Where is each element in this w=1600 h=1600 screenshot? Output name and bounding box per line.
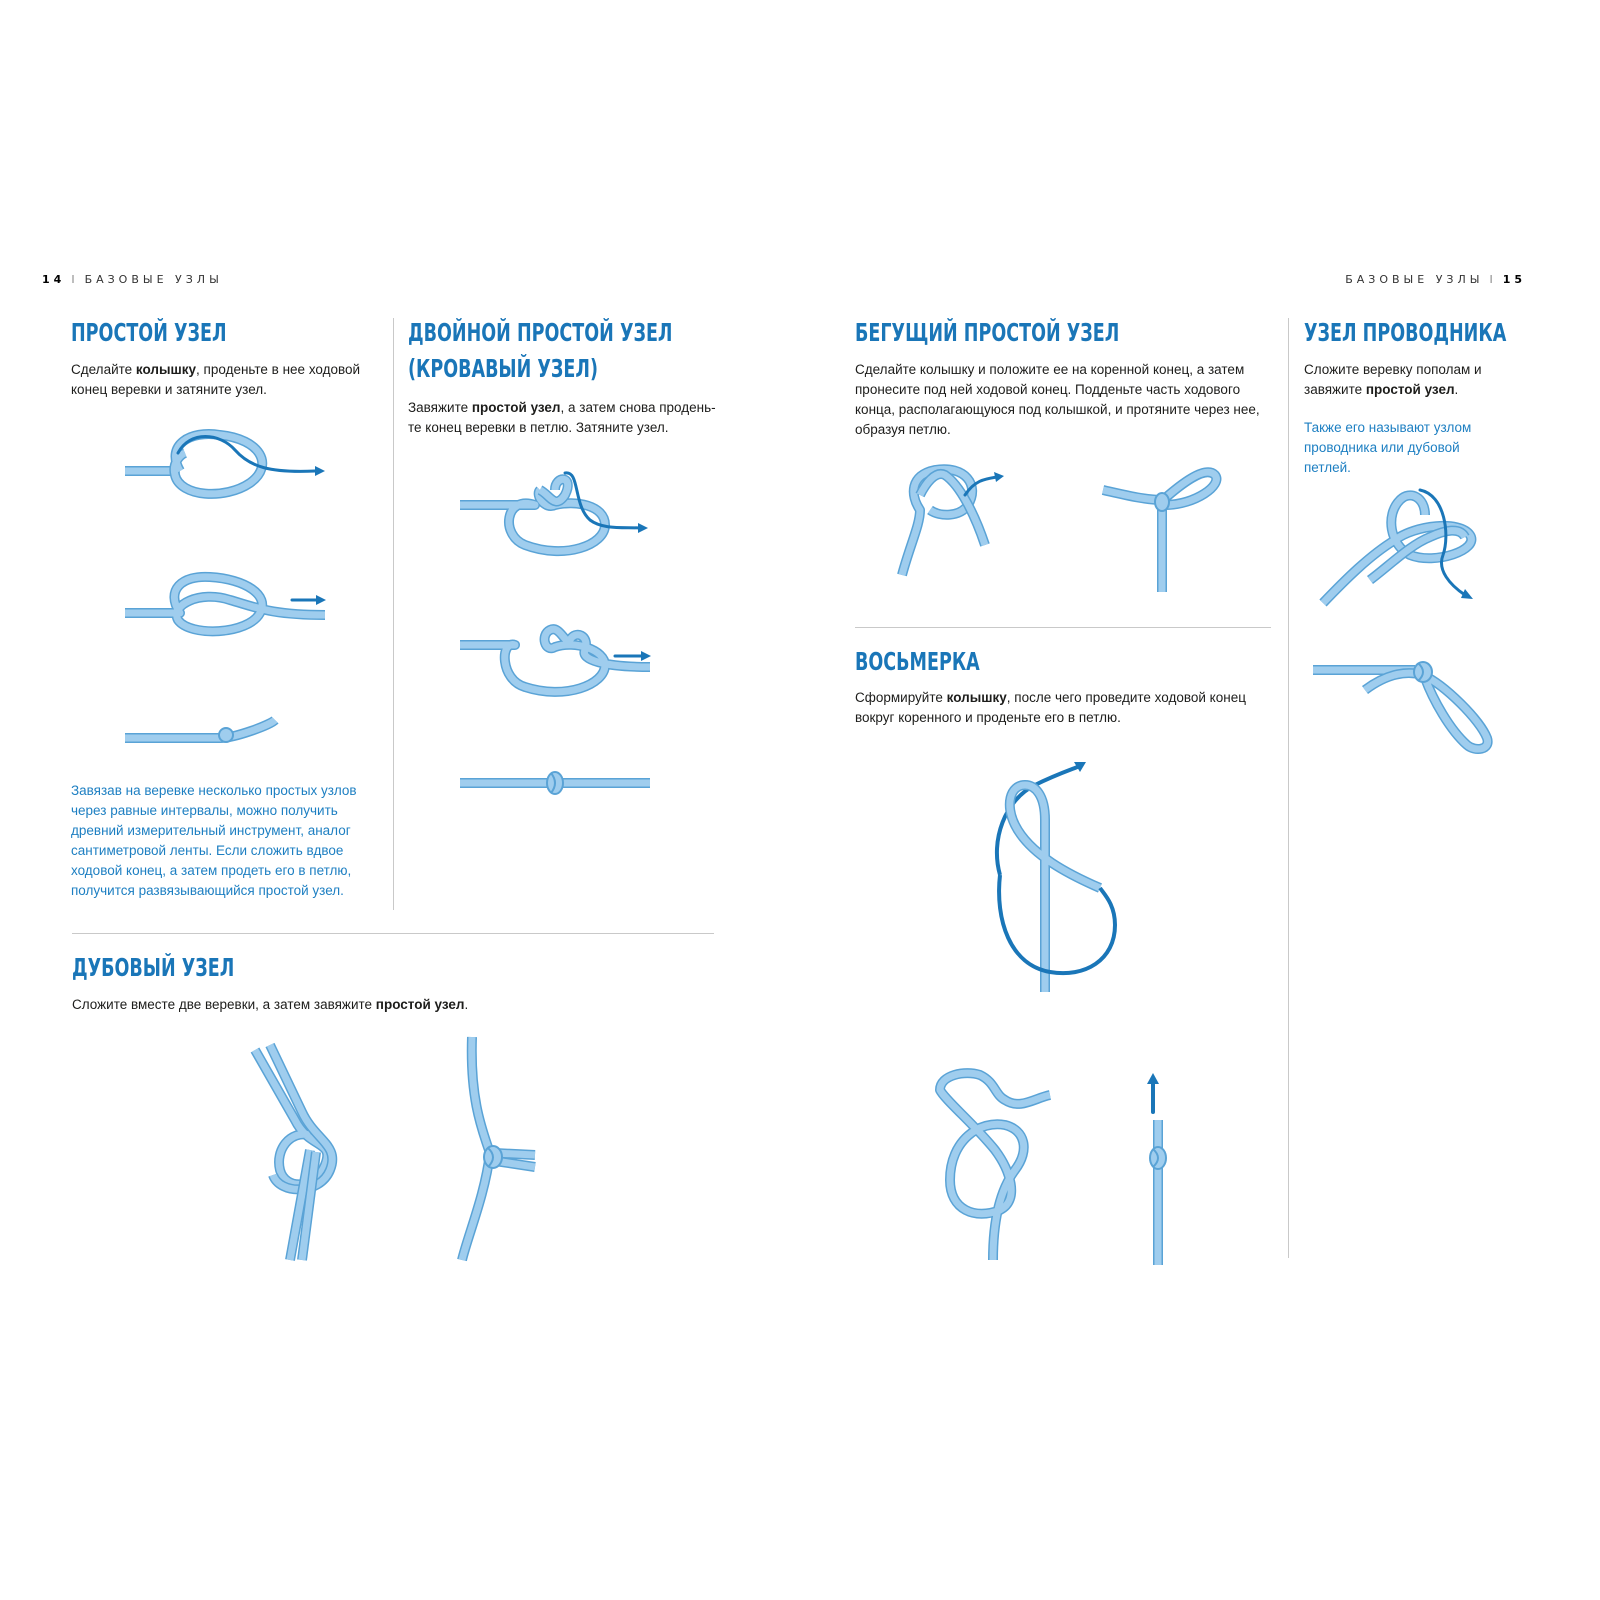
figure-eight-bold: колышку [946, 690, 1007, 705]
running-head-right: БАЗОВЫЕ УЗЛЫ I 15 [1345, 273, 1526, 286]
oak-step-1-illustration [240, 1040, 350, 1265]
running-title-left: БАЗОВЫЕ УЗЛЫ [84, 273, 223, 286]
double-overhand-step-2-illustration [455, 615, 665, 705]
double-overhand-step-3-illustration [455, 765, 665, 805]
overhand-text: Сделайте колышку, проденьте в нее ходовой конец веревки и затяните узел. [71, 362, 361, 397]
overhand-step-1-illustration [120, 425, 335, 510]
oak-text: Сложите вместе две веревки, а затем завяжите простой узел. [72, 997, 469, 1012]
overhand-bold: колышку [135, 362, 197, 377]
slip-text: Сделайте колышку и положите ее на коренной конец, а затем пронесите под ней ходовой конец. Подденьте часть ходового конца, располагающуюся под колышкой, и протяните через нее, образуя петлю. [855, 362, 1260, 437]
figure-eight-text: Сформируйте колышку, после чего проведите ходовой конец вокруг коренного и проденьте его в петлю. [855, 690, 1246, 725]
slip-title: БЕГУЩИЙ ПРОСТОЙ УЗЕЛ [855, 318, 1120, 347]
figure-eight-step-2-illustration [925, 1070, 1060, 1265]
section-divider-right [855, 627, 1271, 628]
page-number-right: 15 [1502, 273, 1526, 286]
guide-step-2-illustration [1305, 650, 1495, 760]
guide-step-1-illustration [1315, 485, 1490, 610]
overhand-step-3-illustration [120, 710, 280, 755]
running-title-right: БАЗОВЫЕ УЗЛЫ [1345, 273, 1484, 286]
figure-eight-step-3-illustration [1140, 1070, 1180, 1265]
running-head-left: 14 I БАЗОВЫЕ УЗЛЫ [42, 273, 223, 286]
oak-step-2-illustration [450, 1035, 550, 1265]
column-divider-right [1288, 318, 1289, 1258]
guide-title: УЗЕЛ ПРОВОДНИКА [1304, 318, 1507, 347]
guide-text: Сложите веревку пополам и завяжите простой узел. [1304, 362, 1482, 397]
oak-title: ДУБОВЫЙ УЗЕЛ [72, 953, 235, 982]
guide-bold: простой узел [1365, 382, 1455, 397]
double-overhand-bold: простой узел [471, 400, 561, 415]
section-divider-left [72, 933, 714, 934]
guide-note: Также его называют узлом проводника или дубовой петлей. [1304, 420, 1472, 475]
double-overhand-title-line-2: (КРОВАВЫЙ УЗЕЛ) [408, 354, 598, 383]
double-overhand-step-1-illustration [455, 465, 665, 565]
slip-step-2-illustration [1095, 460, 1230, 595]
figure-eight-title: ВОСЬМЕРКА [855, 647, 980, 676]
double-overhand-title-line-1: ДВОЙНОЙ ПРОСТОЙ УЗЕЛ [408, 318, 673, 347]
slip-step-1-illustration [890, 455, 1020, 580]
page-number-left: 14 [42, 273, 66, 286]
overhand-title: ПРОСТОЙ УЗЕЛ [71, 318, 227, 347]
figure-eight-step-1-illustration [990, 760, 1130, 995]
column-divider-left [393, 318, 394, 910]
oak-bold: простой узел [375, 997, 465, 1012]
overhand-step-2-illustration [120, 565, 335, 650]
double-overhand-text: Завяжите простой узел, а затем снова продень-те конец веревки в петлю. Затяните узел. [408, 400, 716, 435]
overhand-note: Завязав на веревке несколько простых узлов через равные интервалы, можно получить древний измерительный инструмент, аналог сантиметровой ленты. Если сложить вдвое ходовой конец, а затем продеть его в петлю, получится развязывающийся простой узел. [71, 783, 357, 898]
